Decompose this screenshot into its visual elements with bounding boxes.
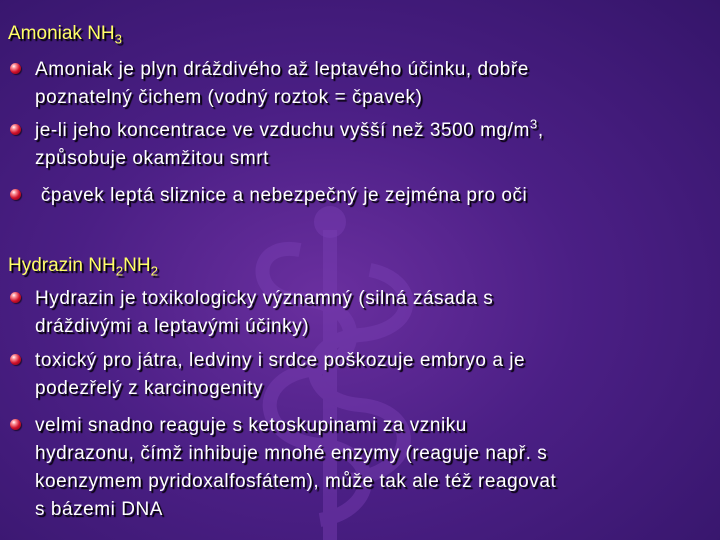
bullet-text: čpavek leptá sliznice a nebezpečný je zejména pro oči: [35, 185, 528, 206]
bullet-text: toxický pro játra, ledviny i srdce poškozuje embryo a je podezřelý z karcinogenity: [35, 350, 526, 399]
bullet-icon: [10, 189, 21, 200]
bullet-icon: [10, 124, 21, 135]
bullet-icon: [10, 419, 21, 430]
bullet-text: Amoniak je plyn dráždivého až leptavého účinku, dobře poznatelný čichem (vodný roztok = čpavek): [35, 59, 529, 108]
bullet-icon: [10, 292, 21, 303]
bullet-icon: [10, 63, 21, 74]
section-title-amoniak: Amoniak $NH_3$: [8, 23, 123, 47]
bullet-text: Hydrazin je toxikologicky významný (silná zásada s dráždivými a leptavými účinky): [35, 288, 494, 337]
bullet-icon: [10, 354, 21, 365]
section-title-hydrazin: Hydrazin $NH_2NH_2$: [8, 255, 158, 279]
bullet-text: je-li jeho koncentrace ve vzduchu vyšší než 3500 $mg/m^3$, způsobuje okamžitou smrt: [35, 116, 544, 169]
bullet-text: velmi snadno reaguje s ketoskupinami za vzniku hydrazonu, čímž inhibuje mnohé enzymy (reaguje např. s koenzymem pyridoxalfosfátem), může tak ale též reagovat s bázemi DNA: [35, 415, 557, 520]
